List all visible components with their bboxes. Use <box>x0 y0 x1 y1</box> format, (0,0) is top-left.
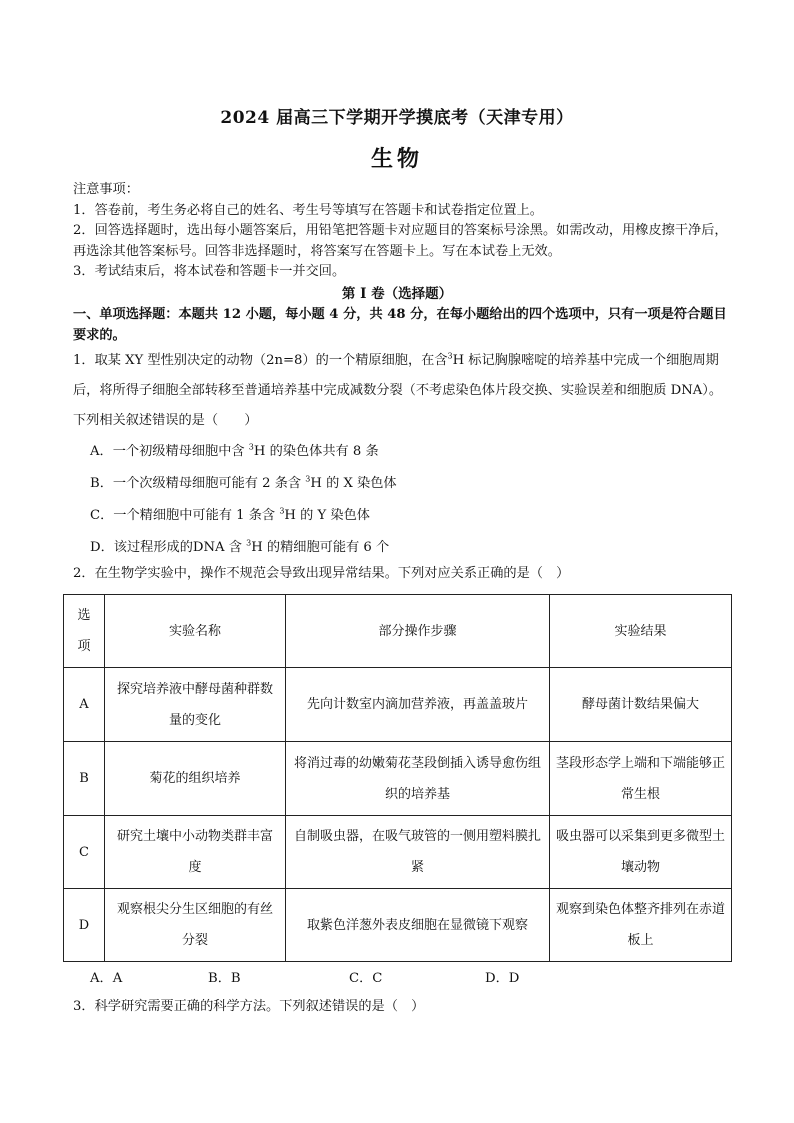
cell-operation-steps: 自制吸虫器，在吸气玻管的一侧用塑料膜扎紧 <box>286 816 550 889</box>
note-item: 1．答卷前，考生务必将自己的姓名、考生号等填写在答题卡和试卷指定位置上。 <box>73 202 543 218</box>
exam-title: 2024 届高三下学期开学摸底考（天津专用） <box>220 108 574 128</box>
note-item: 2．回答选择题时，选出每小题答案后，用铅笔把答题卡对应题目的答案标号涂黑。如需改动，用橡皮擦干净后，再选涂其他答案标号。回答非选择题时，将答案写在答题卡上。写在本试卷上无效。 <box>73 223 728 259</box>
question-1-option-c[interactable] <box>90 506 370 526</box>
superscript: 3 <box>248 442 254 452</box>
header-text: 选项 <box>77 608 91 654</box>
option-text: A．一个初级精母细胞中含 <box>90 444 249 459</box>
option-text: H 的精细胞可能有 6 个 <box>251 540 390 555</box>
cell-operation-steps: 先向计数室内滴加营养液，再盖盖玻片 <box>286 668 550 742</box>
table-row <box>64 742 732 816</box>
question-1-option-a[interactable] <box>90 442 379 462</box>
header-operation-steps: 部分操作步骤 <box>286 595 550 668</box>
section-description: 一、单项选择题：本题共 12 小题，每小题 4 分，共 48 分，在每小题给出的四个选项中，只有一项是符合题目要求的。 <box>73 307 727 343</box>
table-row <box>64 668 732 742</box>
question-2-stem: 2．在生物学实验中，操作不规范会导致出现异常结果。下列对应关系正确的是（ ） <box>73 566 570 581</box>
question-1-stem <box>73 346 733 436</box>
option-text: H 的 Y 染色体 <box>284 508 370 523</box>
notes-section <box>73 180 733 283</box>
header-experiment-result: 实验结果 <box>550 595 732 668</box>
question-2-answer-c[interactable]: C．C <box>349 971 383 986</box>
cell-experiment-result: 观察到染色体整齐排列在赤道板上 <box>550 889 732 962</box>
cell-experiment-result: 吸虫器可以采集到更多微型土壤动物 <box>550 816 732 889</box>
option-text: H 的染色体共有 8 条 <box>253 444 379 459</box>
cell-experiment-result: 酵母菌计数结果偏大 <box>550 668 732 742</box>
header-option <box>64 595 105 668</box>
experiment-table <box>63 594 732 962</box>
question-2-answer-b[interactable]: B．B <box>208 971 241 986</box>
notes-heading: 注意事项： <box>73 182 139 197</box>
cell-operation-steps: 取紫色洋葱外表皮细胞在显微镜下观察 <box>286 889 550 962</box>
cell-experiment-name: 研究土壤中小动物类群丰富度 <box>105 816 286 889</box>
cell-option: D <box>64 889 105 962</box>
cell-option: B <box>64 742 105 816</box>
option-text: B．一个次级精母细胞可能有 2 条含 <box>90 476 306 491</box>
question-2-answer-a[interactable]: A．A <box>90 971 123 986</box>
superscript: 3 <box>447 351 453 361</box>
question-1-option-b[interactable] <box>90 474 397 494</box>
superscript: 3 <box>279 506 285 516</box>
cell-option: C <box>64 816 105 889</box>
cell-experiment-name: 菊花的组织培养 <box>105 742 286 816</box>
option-text: D．该过程形成的DNA 含 <box>90 540 247 555</box>
superscript: 3 <box>246 538 252 548</box>
question-1-option-d[interactable] <box>90 538 389 558</box>
header-experiment-name: 实验名称 <box>105 595 286 668</box>
cell-experiment-name: 探究培养液中酵母菌种群数量的变化 <box>105 668 286 742</box>
subject-title: 生物 <box>370 146 423 172</box>
table-row <box>64 816 732 889</box>
option-text: H 的 X 染色体 <box>310 476 397 491</box>
cell-option: A <box>64 668 105 742</box>
cell-operation-steps: 将消过毒的幼嫩菊花茎段倒插入诱导愈伤组织的培养基 <box>286 742 550 816</box>
question-3-stem: 3．科学研究需要正确的科学方法。下列叙述错误的是（ ） <box>73 999 425 1014</box>
table-row <box>64 889 732 962</box>
superscript: 3 <box>305 474 311 484</box>
cell-experiment-result: 茎段形态学上端和下端能够正常生根 <box>550 742 732 816</box>
table-header-row <box>64 595 732 668</box>
note-item: 3．考试结束后，将本试卷和答题卡一并交回。 <box>73 264 346 279</box>
option-text: C．一个精细胞中可能有 1 条含 <box>90 508 280 523</box>
cell-experiment-name: 观察根尖分生区细胞的有丝分裂 <box>105 889 286 962</box>
stem-text: 1．取某 XY 型性别决定的动物（2n=8）的一个精原细胞，在含 <box>73 353 448 368</box>
stem-text: H 标记胸腺嘧啶的培养基中完成一个细胞周期后，将所得子细胞全部转移至普通培养基中完成减数分裂（不考虑染色体片段交换、实验误差和细胞质 DNA）。下列相关叙述错误的是（ ） <box>73 353 723 428</box>
question-2-answer-d[interactable]: D．D <box>485 971 520 986</box>
section-title: 第 I 卷（选择题） <box>341 286 453 302</box>
